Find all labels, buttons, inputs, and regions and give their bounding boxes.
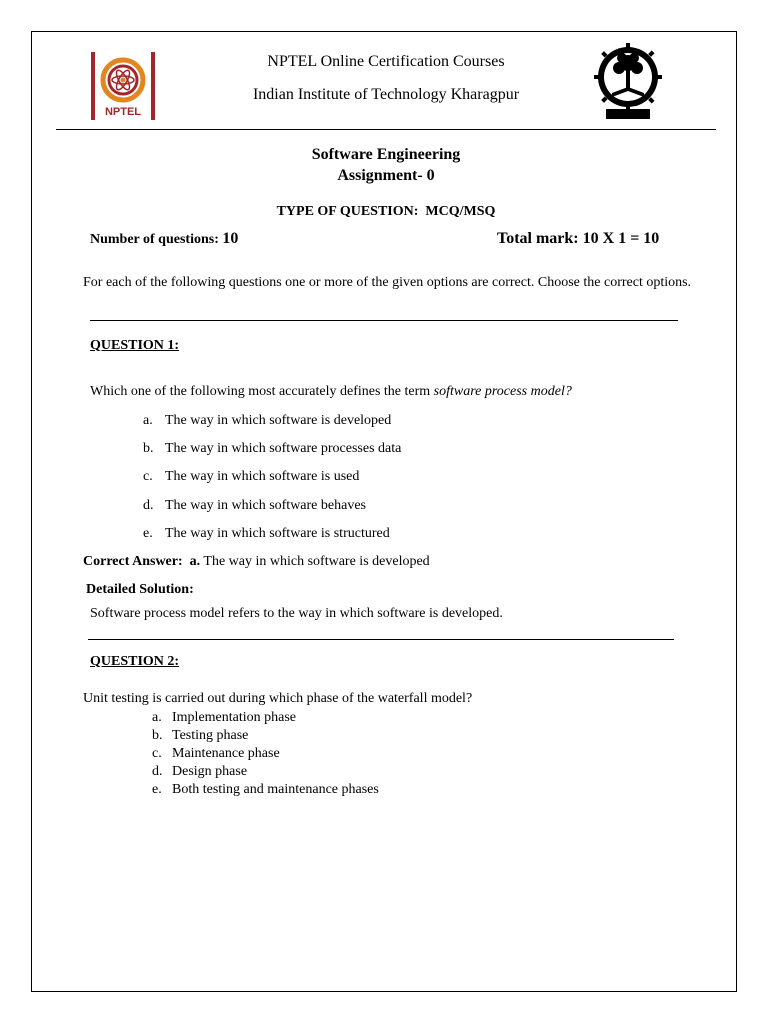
question-1-option-b[interactable]: b. The way in which software processes data: [143, 441, 402, 456]
question-type: [180, 204, 592, 220]
question-1-text: [90, 384, 572, 400]
question-1-heading-text: QUESTION 1:: [90, 338, 180, 353]
correct-answer-label: Correct Answer:: [83, 554, 183, 569]
assignment-title: Assignment- 0: [337, 167, 435, 184]
question-1-option-a[interactable]: a. The way in which software is developed: [143, 413, 392, 428]
question-2-heading: [90, 654, 179, 670]
correct-answer-text: The way in which software is developed: [203, 554, 430, 569]
instructions: For each of the following questions one or more of the given options are correct. Choose the correct options.: [83, 275, 692, 290]
course-title: Software Engineering: [311, 146, 461, 163]
question-1-option-d[interactable]: d. The way in which software behaves: [143, 498, 366, 513]
question-2-text: Unit testing is carried out during which phase of the waterfall model?: [83, 691, 473, 706]
correct-answer-letter: a.: [189, 554, 201, 569]
number-of-questions: Number of questions: 10: [90, 230, 239, 247]
question-2-option-c[interactable]: c. Maintenance phase: [152, 746, 280, 761]
total-mark: Total mark: 10 X 1 = 10: [497, 230, 660, 247]
nptel-logo: [88, 50, 158, 122]
question-1-text-term: software process model?: [433, 384, 572, 399]
question-1-option-e[interactable]: e. The way in which software is structured: [143, 526, 390, 541]
question-2-option-a[interactable]: a. Implementation phase: [152, 710, 297, 725]
header-line-1: NPTEL Online Certification Courses: [267, 53, 505, 70]
correct-answer: [83, 554, 430, 570]
question-1-text-prefix: Which one of the following most accurately defines the term: [90, 384, 434, 399]
header-line-2: Indian Institute of Technology Kharagpur: [252, 86, 520, 103]
question-2-option-b[interactable]: b. Testing phase: [152, 728, 249, 743]
question-1-heading: [90, 338, 179, 354]
iit-kgp-seal: [592, 43, 664, 121]
question-2-option-e[interactable]: e. Both testing and maintenance phases: [152, 782, 379, 797]
num-questions-label: Number of questions: [90, 232, 215, 247]
question-1-option-c[interactable]: c. The way in which software is used: [143, 469, 360, 484]
divider-2: [88, 639, 674, 640]
question-2-heading-text: QUESTION 2:: [90, 654, 180, 669]
question-2-option-d[interactable]: d. Design phase: [152, 764, 248, 779]
nptel-logo-text: NPTEL: [104, 106, 142, 118]
question-type-label: TYPE OF QUESTION:: [276, 204, 419, 219]
header-rule: [56, 129, 716, 130]
question-type-value: MCQ/MSQ: [425, 204, 496, 219]
detailed-solution-label: Detailed Solution:: [86, 582, 194, 597]
detailed-solution-text: Software process model refers to the way in which software is developed.: [90, 606, 503, 621]
divider-1: [90, 320, 678, 321]
num-questions-value: 10: [222, 230, 239, 247]
